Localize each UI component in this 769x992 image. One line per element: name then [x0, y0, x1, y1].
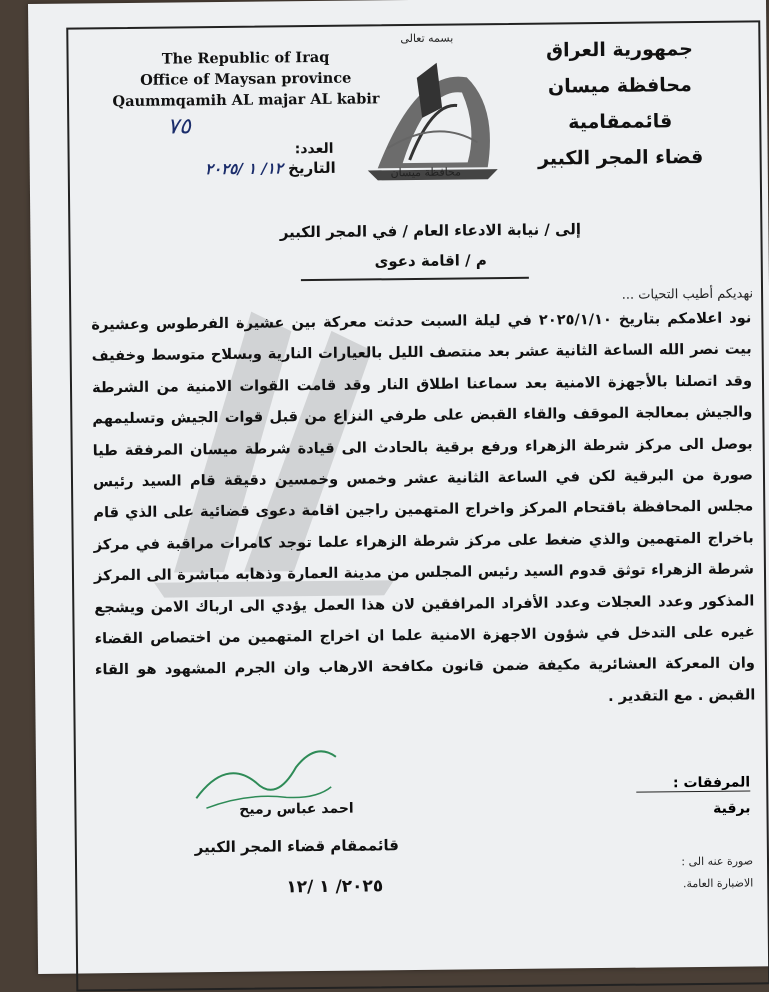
- signatory-name: احمد عباس رميح: [239, 800, 354, 818]
- copies-label: صورة عنه الى :: [681, 854, 754, 869]
- letterhead-line: جمهورية العراق: [545, 38, 694, 62]
- reference-number: ٧٥: [167, 114, 192, 140]
- emblem-caption: محافظة ميسان: [390, 165, 462, 180]
- letter-body: نود اعلامكم بتاريخ ٢٠٢٥/١/١٠ في ليلة السبت حدثت معركة بين عشيرة الفرطوس وعشيرة بيت نصر الله الساعة الثانية عشر بعد منتصف الليل بالعيارات النارية وبسلاح متوسط وخفيف وقد اتصلنا بالأجهزة الامنية بعد سماعنا اطلاق النار وقد قامت القوات الامنية من الشرطة والجيش بمعالجة الموقف والقاء القبض على طرفي النزاع من قبل قوات الجيش وتسليمهم بوصل الى مركز شرطة الزهراء ورفع برقية بالحادث الى قيادة شرطة ميسان المرفقة طيا صورة من البرقية لكن في الساعة الثانية عشر وخمس وخمسين دقيقة قام السيد رئيس مجلس المحافظة باقتحام المركز واخراج المتهمين راجين اقامة دعوى قضائية على الذي قام باخراج المتهمين والذي ضغط على مركز شرطة الزهراء علما توجد كامرات مراقبة في مركز شرطة الزهراء توثق قدوم السيد رئيس المجلس من مدينة العمارة وذهابه مباشرة الى المركز المذكور وعدد العجلات وعدد الأفراد المرافقين لان هذا العمل يؤدي الى ارباك الامن ويشجع غيره على التدخل في شؤون الاجهزة الامنية علما ان اخراج المتهمين من اختصاص القضاء وان المعركة العشائرية مكيفة ضمن قانون مكافحة الارهاب وان الجرم المشهود هو القاء القبض . مع التقدير .: [91, 309, 756, 705]
- date-value: ١٢/ ١ /٢٠٢٥: [204, 159, 283, 179]
- greeting: نهديكم أطيب التحيات ...: [621, 286, 754, 303]
- letterhead-line: Office of Maysan province: [140, 69, 352, 89]
- attachment-item: برقية: [713, 800, 751, 817]
- recipient: إلى / نيابة الادعاء العام / في المجر الكبير: [279, 220, 582, 242]
- letterhead-line: The Republic of Iraq: [161, 48, 330, 68]
- signature-date: ٢٠٢٥/ ١ /١٢: [286, 876, 384, 898]
- signatory-title: قائممقام قضاء المجر الكبير: [194, 836, 400, 857]
- letterhead-line: محافظة ميسان: [547, 74, 692, 98]
- address-block: [180, 213, 681, 278]
- attachments-label: المرفقات :: [636, 774, 750, 792]
- number-label: العدد:: [294, 140, 334, 158]
- copy-item: الاضبارة العامة.: [682, 876, 754, 891]
- date-field: [126, 159, 336, 179]
- basmala: بسمه تعالى: [400, 31, 454, 46]
- letterhead-line: قائممقامية: [568, 110, 673, 134]
- arabic-letterhead: [514, 31, 725, 177]
- document-page: [28, 0, 769, 974]
- english-letterhead: [110, 46, 381, 112]
- letterhead-line: قضاء المجر الكبير: [537, 145, 704, 170]
- subject: م / اقامة دعوى: [374, 251, 487, 271]
- date-label: التاريخ: [288, 158, 336, 178]
- letterhead-line: Qaummqamih AL majar AL kabir: [112, 90, 380, 111]
